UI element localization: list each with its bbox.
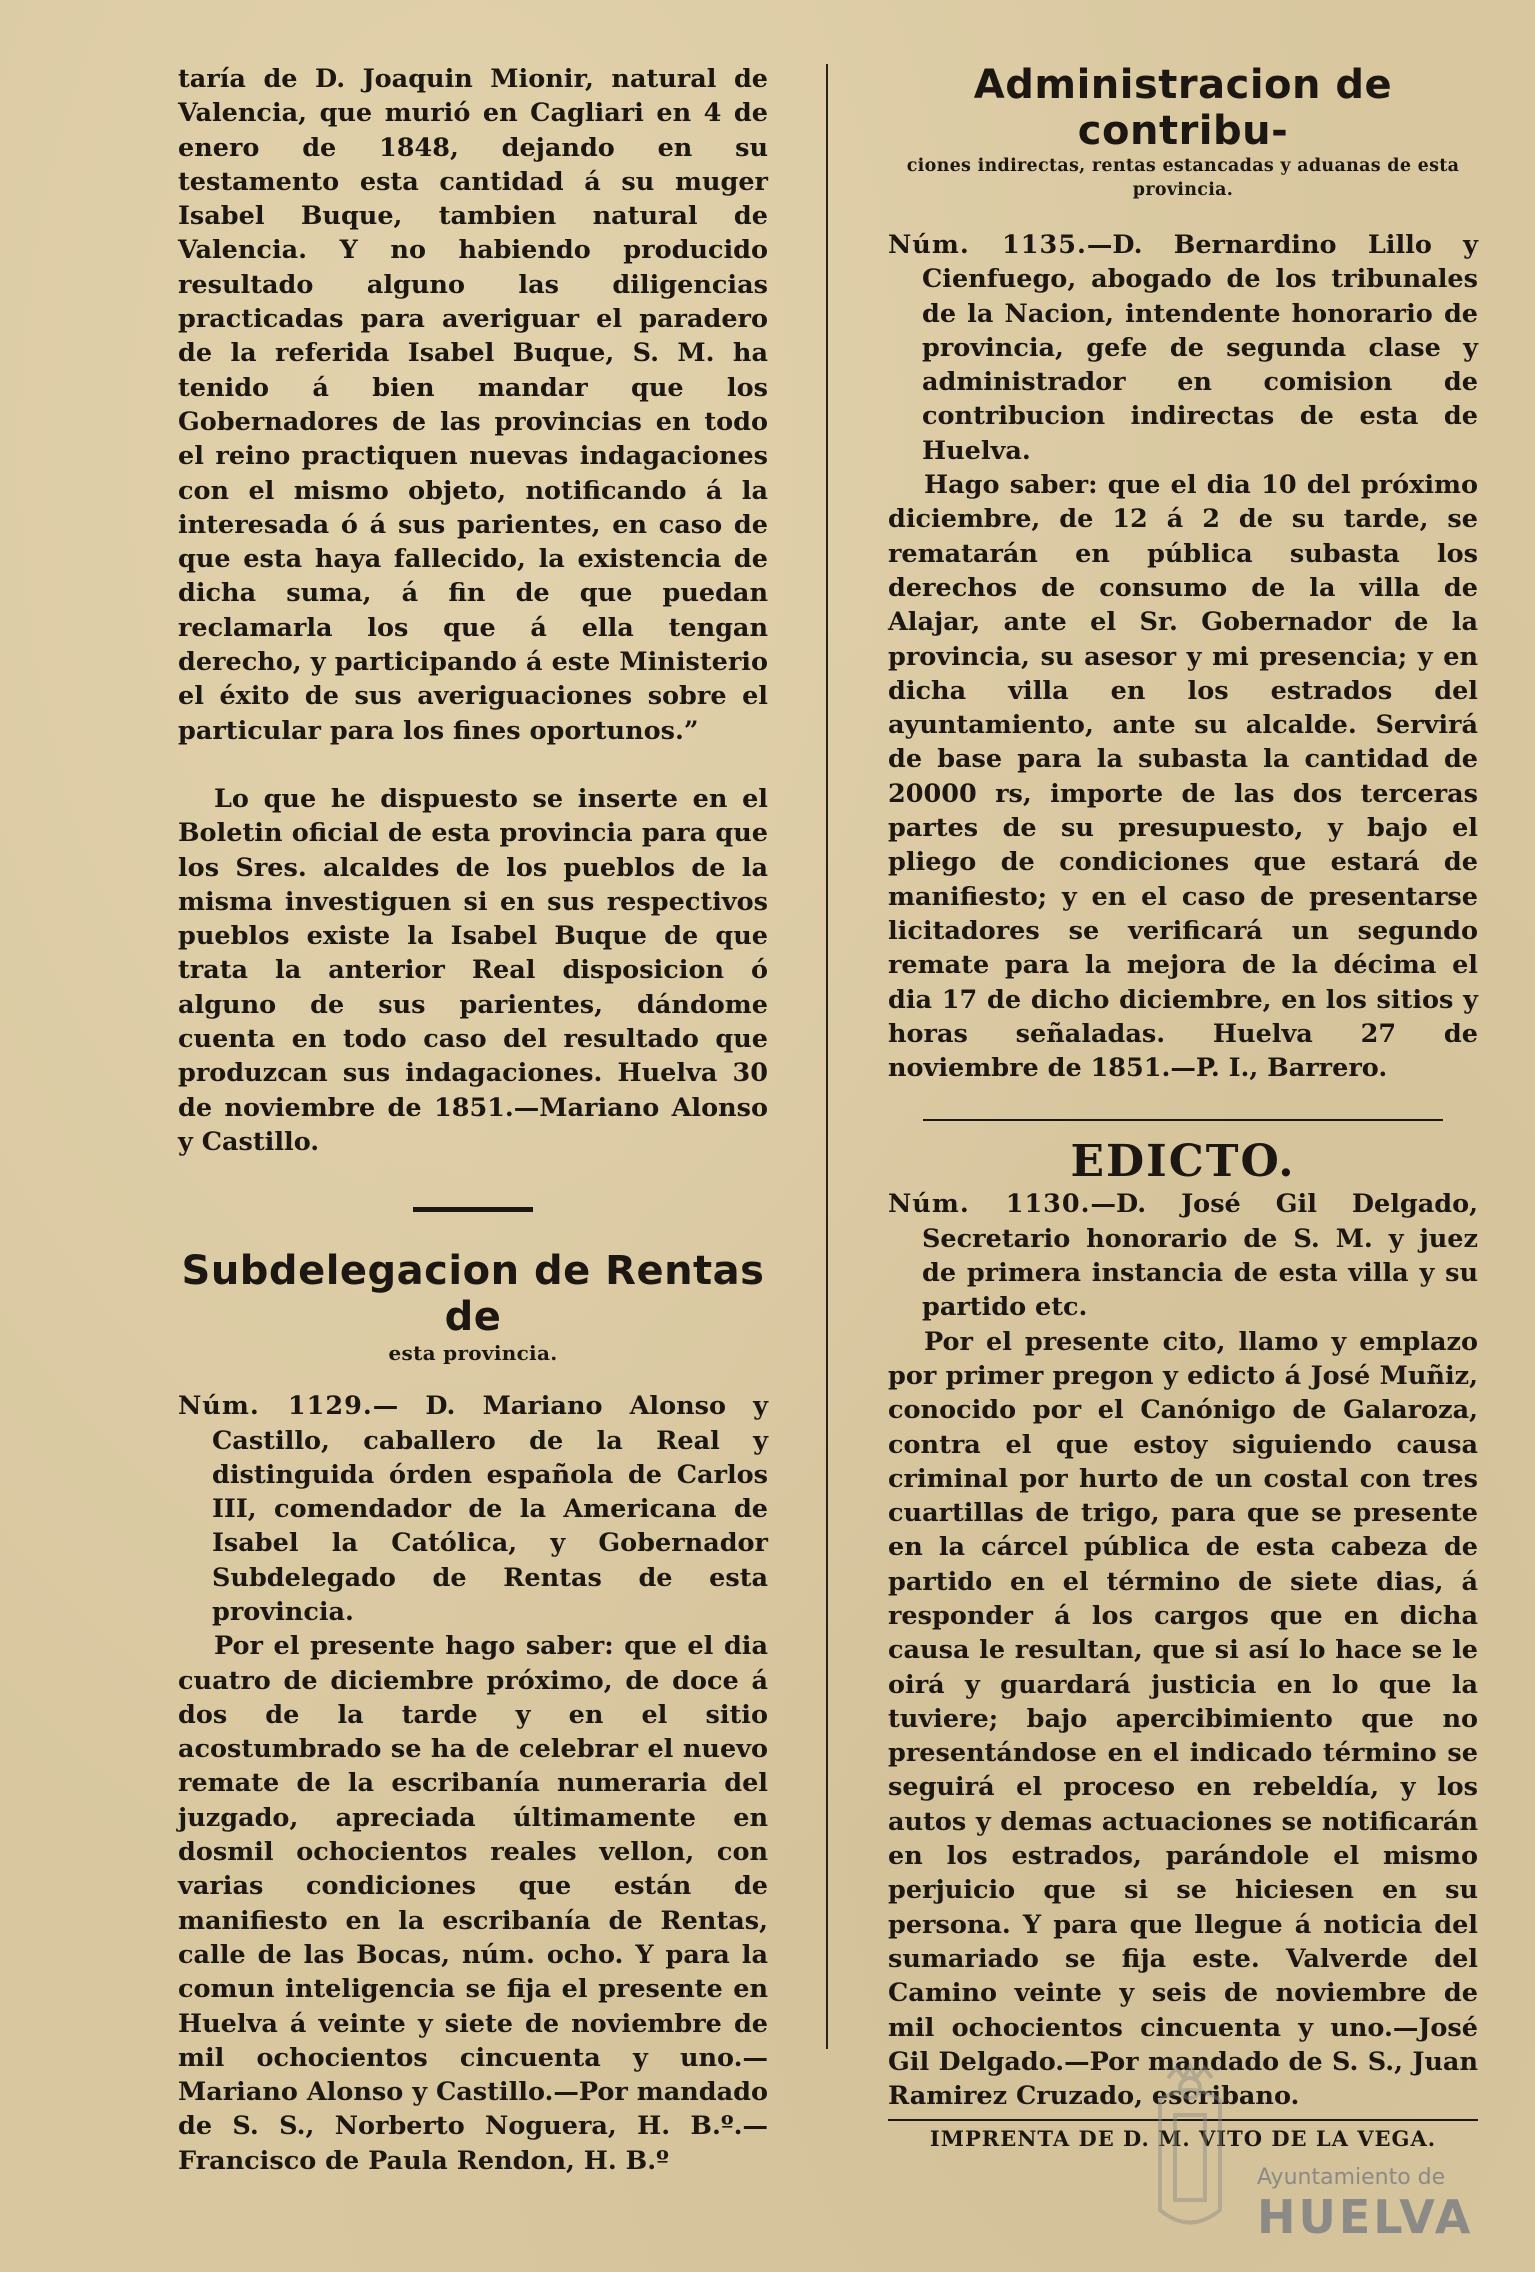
entry-1130-heading-text: —D. José Gil Delgado, Secretario honorario de S. M. y juez de primera instancia de esta villa y su partido etc. [922, 1189, 1478, 1323]
entry-1130-heading [888, 1187, 1478, 1324]
entry-1135-heading-text: —D. Bernardino Lillo y Cienfuego, abogado de los tribunales de la Nacion, intendente honorario de provincia, gefe de segunda clase y administrador en comision de contribucion indirectas de esta de Huelva. [922, 230, 1478, 466]
edicto-divider [923, 1119, 1443, 1121]
right-column [888, 62, 1478, 2153]
watermark-line-1: Ayuntamiento de [1257, 2165, 1446, 2190]
entry-1130-number: Núm. 1130. [888, 1189, 1091, 1220]
entry-1130-body: Por el presente cito, llamo y emplazo por primer pregon y edicto á José Muñiz, conocido por el Canónigo de Galaroza, contra el que estoy siguiendo causa criminal por hurto de un costal con tres cuartillas de trigo, para que se presente en la cárcel pública de esta cabeza de partido en el término de siete dias, á responder á los cargos que en dicha causa le resultan, que si así lo hace se le oirá y guardará justicia en lo que la tuviere; bajo apercibimiento que no presentándose en el indicado término se seguirá el proceso en rebeldía, y los autos y demas actuaciones se notificarán en los estrados, parándole el mismo perjuicio que si se hiciesen en su persona. Y para que llegue á noticia del sumariado se fija este. Valverde del Camino veinte y seis de noviembre de mil ochocientos cincuenta y uno.—José Gil Delgado.—Por mandado de S. S., Juan Ramirez Cruzado, escribano. [888, 1326, 1478, 2112]
entry-1135-number: Núm. 1135. [888, 230, 1087, 260]
opening-paragraph: taría de D. Joaquin Mionir, natural de Valencia, que murió en Cagliari en 4 de enero de 1848, dejando en su testamento esta cantidad á su muger Isabel Buque, tambien natural de Valencia. Y no habiendo producido resultado alguno las diligencias practicadas para averiguar el paradero de la referida Isabel Buque, S. M. ha tenido á bien mandar que los Gobernadores de las provincias en todo el reino practiquen nuevas indagaciones con el mismo objeto, notificando á la interesada ó á sus parientes, en caso de que esta haya fallecido, la existencia de dicha suma, á fin de que puedan reclamarla los que á ella tengan derecho, y participando á este Ministerio el éxito de sus averiguaciones sobre el particular para los fines oportunos.” [178, 64, 768, 746]
entry-1129-heading-text: — D. Mariano Alonso y Castillo, caballero de la Real y distinguida órden española de Carlos III, comendador de la Americana de Isabel la Católica, y Gobernador Subdelegado de Rentas de esta provincia. [212, 1391, 768, 1627]
section-title-subdelegacion: Subdelegacion de Rentas de [181, 1248, 765, 1341]
section-subtitle-subdelegacion: esta provincia. [388, 1341, 558, 1366]
entry-1129-body: Por el presente hago saber: que el dia cuatro de diciembre próximo, de doce á dos de la tarde y en el sitio acostumbrado se ha de celebrar el nuevo remate de la escribanía numeraria del juzgado, apreciada últimamente en dosmil ochocientos reales vellon, con varias condiciones que están de manifiesto en la escribanía de Rentas, calle de las Bocas, núm. ocho. Y para la comun inteligencia se fija el presente en Huelva á veinte y siete de noviembre de mil ochocientos cincuenta y uno.—Mariano Alonso y Castillo.—Por mandado de S. S., Norberto Noguera, H. B.º.—Francisco de Paula Rendon, H. B.º [178, 1631, 768, 2176]
section-subtitle-administracion: ciones indirectas, rentas estancadas y aduanas de esta provincia. [906, 156, 1460, 200]
entry-1135-heading [888, 228, 1478, 468]
imprint-line: IMPRENTA DE D. M. VITO DE LA VEGA. [929, 2126, 1437, 2152]
entry-1129-heading [178, 1389, 768, 1629]
section-title-administracion: Administracion de contribu- [973, 62, 1393, 154]
edicto-title: EDICTO. [1070, 1136, 1296, 1188]
column-divider [826, 64, 828, 2049]
watermark-line-2: HUELVA [1257, 2190, 1474, 2244]
entry-1129-number: Núm. 1129. [178, 1391, 373, 1422]
entry-1135-body: Hago saber: que el dia 10 del próximo diciembre, de 12 á 2 de su tarde, se rematarán en pública subasta los derechos de consumo de la villa de Alajar, ante el Sr. Gobernador de la provincia, su asesor y mi presencia; y en dicha villa en los estrados del ayuntamiento, ante su alcalde. Servirá de base para la subasta la cantidad de 20000 rs, importe de las dos terceras partes de su presupuesto, y bajo el pliego de condiciones que estará de manifiesto; y en el caso de presentarse licitadores se verificará un segundo remate para la mejora de la décima el dia 17 de dicho diciembre, en los sitios y horas señaladas. Huelva 27 de noviembre de 1851.—P. I., Barrero. [888, 470, 1478, 1084]
section-divider [413, 1207, 533, 1212]
insertion-paragraph: Lo que he dispuesto se inserte en el Boletin oficial de esta provincia para que los Sres. alcaldes de los pueblos de la misma investiguen si en sus respectivos pueblos existe la Isabel Buque de que trata la anterior Real disposicion ó alguno de sus parientes, dándome cuenta en todo caso del resultado que produzcan sus indagaciones. Huelva 30 de noviembre de 1851.—Mariano Alonso y Castillo. [178, 783, 768, 1157]
left-column [178, 62, 768, 2178]
